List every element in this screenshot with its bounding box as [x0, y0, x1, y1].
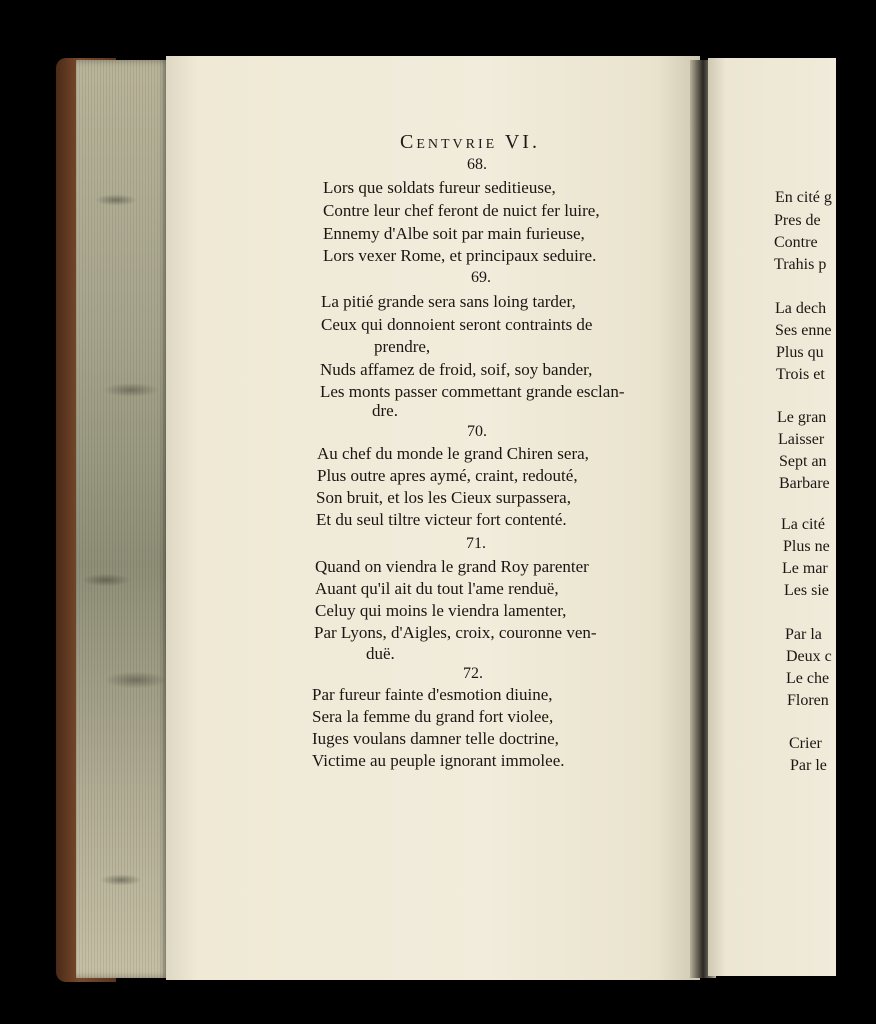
verse-line: Au chef du monde le grand Chiren sera, — [317, 444, 589, 463]
verse-line: Celuy qui moins le viendra lamenter, — [315, 601, 567, 620]
fragment-line: La cité — [781, 516, 825, 533]
fragment-line: Barbare — [779, 475, 830, 492]
verse-line: Les monts passer commettant grande esclan- — [320, 382, 625, 401]
verse-line: Et du seul tiltre victeur fort contenté. — [316, 510, 567, 529]
verse-line: Lors que soldats fureur seditieuse, — [323, 178, 556, 197]
verse-line: dre. — [372, 401, 398, 420]
verse-number: 71. — [466, 535, 486, 552]
fragment-line: Floren — [787, 692, 829, 709]
verse-line: Par Lyons, d'Aigles, croix, couronne ven- — [314, 623, 597, 642]
fragment-line: Trois et — [776, 366, 825, 383]
verse-line: Par fureur fainte d'esmotion diuine, — [312, 685, 553, 704]
verse-line: Auant qu'il ait du tout l'ame renduë, — [315, 579, 559, 598]
fragment-line: Sept an — [779, 453, 827, 470]
fragment-line: Le che — [786, 670, 830, 687]
fragment-line: Plus qu — [776, 344, 824, 361]
verse-number: 72. — [463, 665, 483, 682]
fragment-line: Le mar — [782, 560, 828, 577]
verse-line: duë. — [366, 644, 395, 663]
fragment-line: La dech — [775, 300, 827, 317]
verse-line: Nuds affamez de froid, soif, soy bander, — [320, 360, 593, 379]
verse-line: Plus outre apres aymé, craint, redouté, — [317, 466, 578, 485]
verse-number: 68. — [467, 156, 487, 173]
fragment-line: Plus ne — [783, 538, 830, 555]
verse-line: Iuges voulans damner telle doctrine, — [312, 729, 559, 748]
verse-line: Ennemy d'Albe soit par main furieuse, — [323, 224, 585, 243]
fragment-line: Le gran — [777, 409, 827, 426]
verse-line: Quand on viendra le grand Roy parenter — [315, 557, 589, 576]
verse-number: 69. — [471, 269, 491, 286]
right-page-text — [708, 58, 836, 976]
page-edges — [76, 60, 172, 978]
verse-line: Ceux qui donnoient seront contraints de — [321, 315, 593, 334]
fragment-line: Par la — [785, 626, 822, 643]
fragment-line: Trahis p — [774, 256, 827, 273]
fragment-line: Deux c — [786, 648, 832, 665]
fragment-line: Laisser — [778, 431, 825, 448]
fragment-line: Ses enne — [775, 322, 832, 339]
verse-line: La pitié grande sera sans loing tarder, — [321, 292, 576, 311]
fragment-line: Les sie — [784, 582, 829, 599]
verse-number: 70. — [467, 423, 487, 440]
fragment-line: Pres de — [774, 212, 821, 229]
verse-line: Sera la femme du grand fort violee, — [312, 707, 554, 726]
marbled-edge — [76, 60, 172, 978]
running-head: Centvrie VI. — [400, 131, 540, 153]
verse-line: prendre, — [374, 337, 431, 356]
fragment-line: Par le — [790, 757, 827, 774]
verse-line: Son bruit, et los les Cieux surpassera, — [316, 488, 571, 507]
verse-line: Lors vexer Rome, et principaux seduire. — [323, 246, 597, 265]
fragment-line: Crier — [789, 735, 822, 752]
verse-line: Victime au peuple ignorant immolee. — [312, 751, 565, 770]
fragment-line: En cité g — [775, 189, 832, 206]
fragment-line: Contre — [774, 234, 818, 251]
verse-line: Contre leur chef feront de nuict fer luire, — [323, 201, 600, 220]
